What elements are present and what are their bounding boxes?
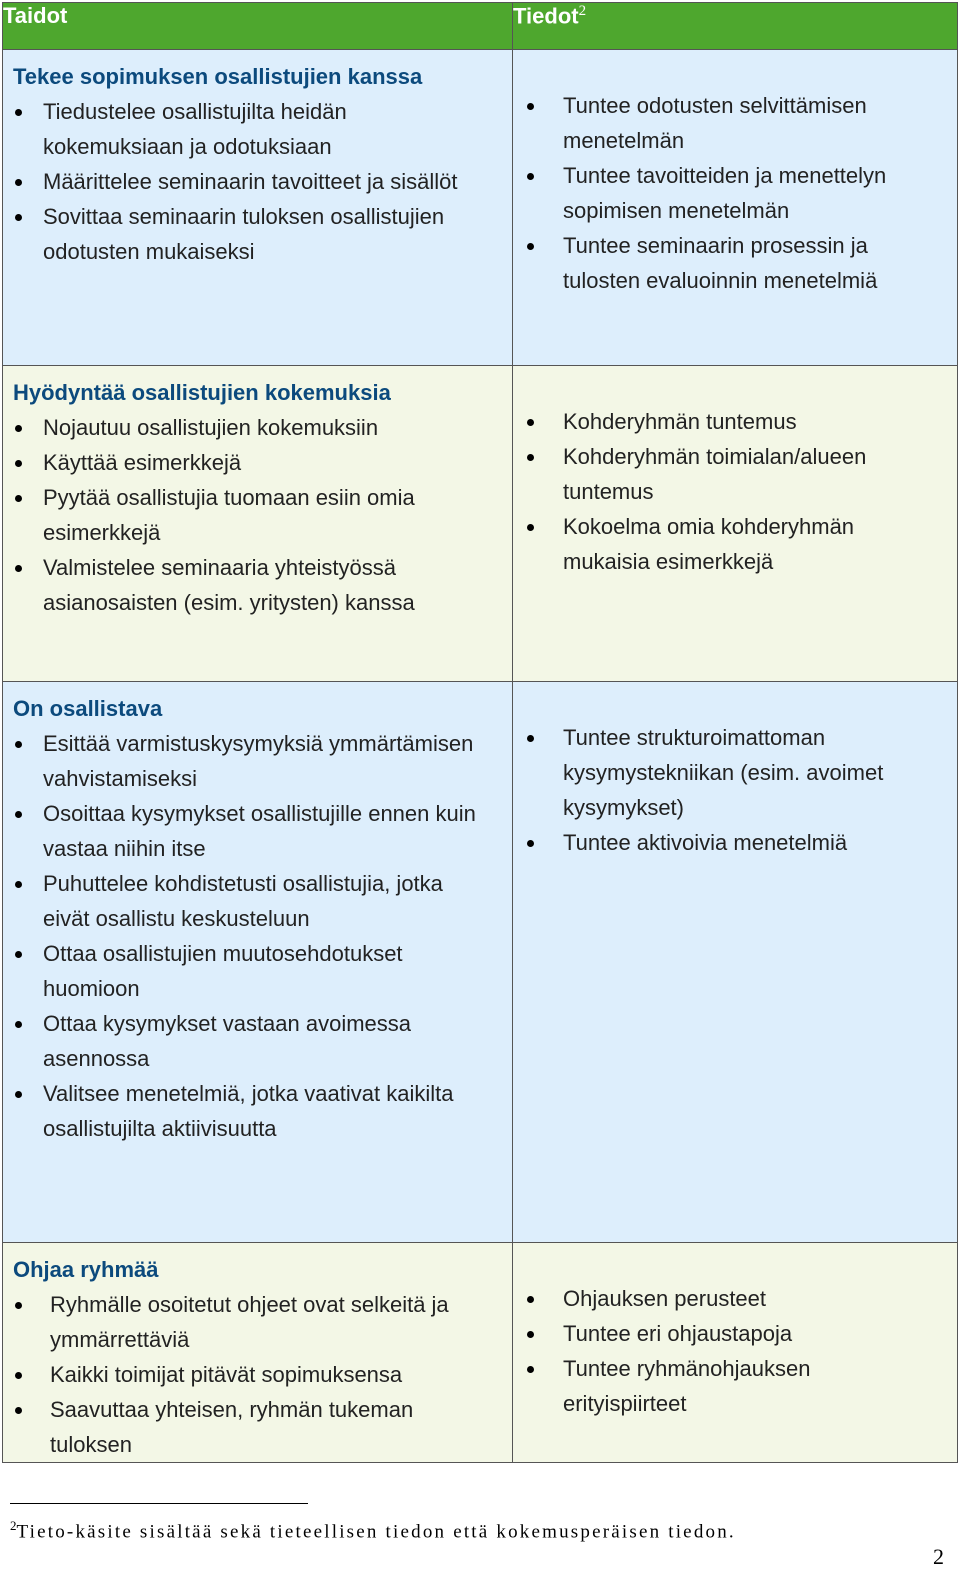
list-item: Puhuttelee kohdistetusti osallistujia, jotka eivät osallistu keskusteluun bbox=[13, 866, 473, 936]
page-number: 2 bbox=[933, 1544, 944, 1569]
list-item: Nojautuu osallistujien kokemuksiin bbox=[13, 410, 502, 445]
section-title: Tekee sopimuksen osallistujien kanssa bbox=[13, 64, 423, 89]
knowledge-cell bbox=[513, 1243, 958, 1463]
list-item: Tuntee aktivoivia menetelmiä bbox=[527, 825, 947, 860]
list-item: Käyttää esimerkkejä bbox=[13, 445, 502, 480]
list-item: Kaikki toimijat pitävät sopimuksensa bbox=[13, 1357, 502, 1392]
footnote-marker: 2 bbox=[10, 1518, 17, 1533]
list-item: Ottaa osallistujien muutosehdotukset huomioon bbox=[13, 936, 423, 1006]
skills-cell bbox=[3, 1243, 513, 1463]
skills-list bbox=[13, 410, 502, 620]
table-row bbox=[3, 682, 958, 1243]
table-row bbox=[3, 50, 958, 366]
knowledge-cell bbox=[513, 682, 958, 1243]
list-item: Ryhmälle osoitetut ohjeet ovat selkeitä ja ymmärrettäviä bbox=[13, 1287, 490, 1357]
list-item: Kohderyhmän tuntemus bbox=[527, 404, 947, 439]
skills-cell bbox=[3, 50, 513, 366]
list-item: Määrittelee seminaarin tavoitteet ja sisällöt bbox=[13, 164, 502, 199]
list-item: Ottaa kysymykset vastaan avoimessa asennossa bbox=[13, 1006, 433, 1076]
list-item: Tuntee seminaarin prosessin ja tulosten evaluoinnin menetelmiä bbox=[527, 228, 903, 298]
knowledge-cell bbox=[513, 366, 958, 682]
header-tiedot: Tiedot$^2$ bbox=[513, 3, 958, 50]
skills-cell bbox=[3, 682, 513, 1243]
knowledge-list bbox=[527, 88, 947, 298]
footnote-text: Tieto-käsite sisältää sekä tieteellisen tiedon että kokemusperäisen tiedon. bbox=[16, 1521, 736, 1543]
knowledge-list bbox=[527, 404, 947, 579]
footnote-ref: 2 bbox=[578, 3, 587, 19]
list-item: Kohderyhmän toimialan/alueen tuntemus bbox=[527, 439, 893, 509]
list-item: Sovittaa seminaarin tuloksen osallistujien odotusten mukaiseksi bbox=[13, 199, 473, 269]
list-item: Ohjauksen perusteet bbox=[527, 1281, 947, 1316]
skills-list bbox=[13, 1287, 502, 1462]
footnote-divider bbox=[10, 1503, 308, 1504]
list-item: Esittää varmistuskysymyksiä ymmärtämisen vahvistamiseksi bbox=[13, 726, 493, 796]
list-item: Osoittaa kysymykset osallistujille ennen kuin vastaa niihin itse bbox=[13, 796, 503, 866]
skills-list bbox=[13, 94, 502, 269]
list-item: Tuntee odotusten selvittämisen menetelmän bbox=[527, 88, 893, 158]
list-item: Tiedustelee osallistujilta heidän kokemuksiaan ja odotuksiaan bbox=[13, 94, 443, 164]
list-item: Tuntee ryhmänohjauksen erityispiirteet bbox=[527, 1351, 863, 1421]
knowledge-list bbox=[527, 720, 947, 860]
list-item: Pyytää osallistujia tuomaan esiin omia esimerkkejä bbox=[13, 480, 443, 550]
list-item: Valmistelee seminaaria yhteistyössä asianosaisten (esim. yritysten) kanssa bbox=[13, 550, 443, 620]
footnote bbox=[10, 1518, 736, 1543]
section-title: Ohjaa ryhmää bbox=[13, 1257, 159, 1282]
header-taidot: Taidot bbox=[3, 3, 513, 50]
skills-list bbox=[13, 726, 502, 1146]
list-item: Tuntee strukturoimattoman kysymystekniikan (esim. avoimet kysymykset) bbox=[527, 720, 913, 825]
section-title: Hyödyntää osallistujien kokemuksia bbox=[13, 380, 391, 405]
knowledge-list bbox=[527, 1281, 947, 1421]
knowledge-cell bbox=[513, 50, 958, 366]
table-row bbox=[3, 1243, 958, 1463]
list-item: Tuntee eri ohjaustapoja bbox=[527, 1316, 947, 1351]
list-item: Tuntee tavoitteiden ja menettelyn sopimisen menetelmän bbox=[527, 158, 913, 228]
table-header-row bbox=[3, 3, 958, 50]
list-item: Saavuttaa yhteisen, ryhmän tukeman tuloksen bbox=[13, 1392, 450, 1462]
skills-cell bbox=[3, 366, 513, 682]
skills-knowledge-table bbox=[2, 2, 958, 1463]
list-item: Kokoelma omia kohderyhmän mukaisia esimerkkejä bbox=[527, 509, 883, 579]
list-item: Valitsee menetelmiä, jotka vaativat kaikilta osallistujilta aktiivisuutta bbox=[13, 1076, 478, 1146]
table-row bbox=[3, 366, 958, 682]
section-title: On osallistava bbox=[13, 696, 163, 721]
